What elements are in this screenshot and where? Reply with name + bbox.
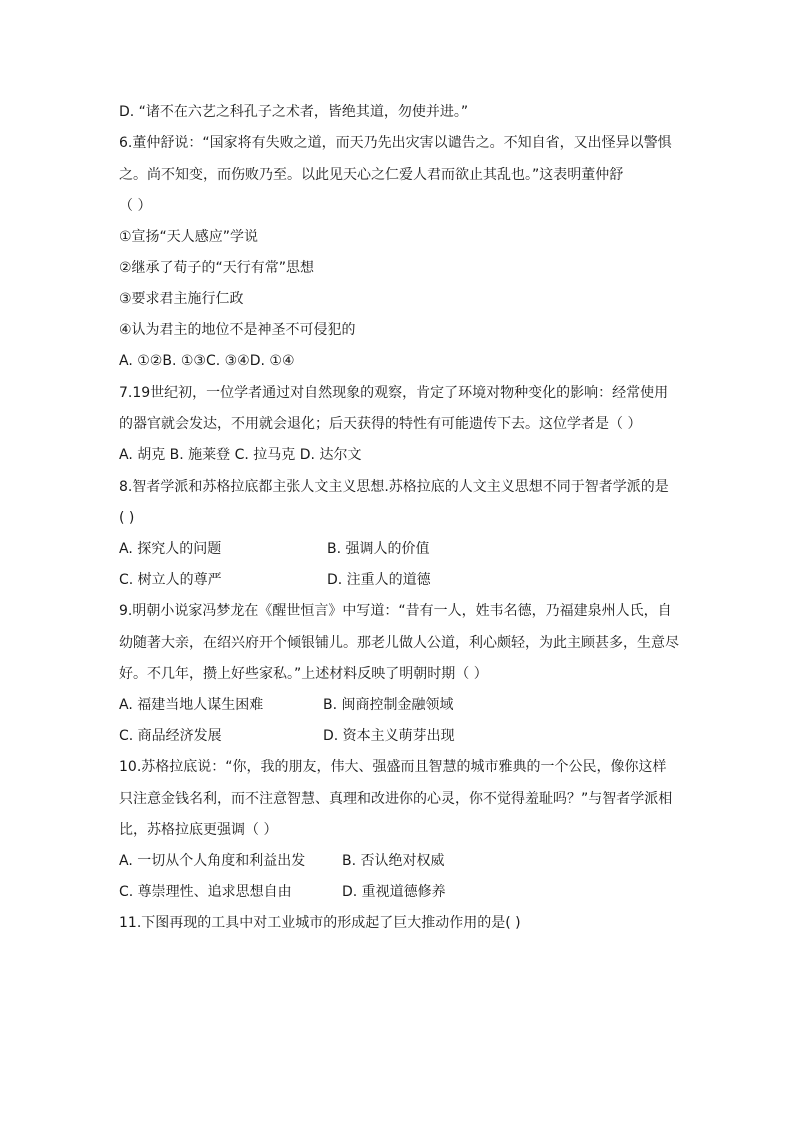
q9-option-c: C. 商品经济发展 [119, 728, 222, 744]
q6-statement-3: ③要求君主施行仁政 [119, 291, 244, 307]
q6-stem-line-1: 6.董仲舒说：“国家将有失败之道，而天乃先出灾害以谴告之。不知自省，又出怪异以警惧 [119, 135, 672, 151]
q10-option-b: B. 否认绝对权威 [342, 853, 445, 869]
q7-options: A. 胡克 B. 施莱登 C. 拉马克 D. 达尔文 [119, 447, 362, 463]
q10-stem-line-3: 比，苏格拉底更强调（ ） [119, 822, 278, 838]
q10-stem-line-1: 10.苏格拉底说：“你，我的朋友，伟大、强盛而且智慧的城市雅典的一个公民，像你这样 [119, 759, 667, 775]
q8-stem-line-1: 8.智者学派和苏格拉底都主张人文主义思想.苏格拉底的人文主义思想不同于智者学派的是 [119, 479, 669, 495]
q7-stem-line-2: 的器官就会发达，不用就会退化；后天获得的特性有可能遗传下去。这位学者是（ ） [119, 416, 642, 432]
q9-option-b: B. 闽商控制金融领域 [323, 697, 454, 713]
q10-option-c: C. 尊崇理性、追求思想自由 [119, 884, 292, 900]
q9-stem-line-2: 幼随著大亲，在绍兴府开个倾银铺儿。那老儿做人公道，利心颇轻，为此主顾甚多，生意尽 [119, 635, 679, 651]
q5-option-d: D. “诸不在六艺之科孔子之术者，皆绝其道，勿使并进。” [119, 104, 469, 120]
q8-option-c: C. 树立人的尊严 [119, 572, 222, 588]
q8-stem-line-2: ( ) [119, 510, 135, 526]
q11-stem: 11.下图再现的工具中对工业城市的形成起了巨大推动作用的是( ) [119, 915, 521, 931]
q6-statement-4: ④认为君主的地位不是神圣不可侵犯的 [119, 322, 356, 338]
q8-option-a: A. 探究人的问题 [119, 541, 222, 557]
q10-option-a: A. 一切从个人角度和利益出发 [119, 853, 306, 869]
q7-stem-line-1: 7.19世纪初，一位学者通过对自然现象的观察，肯定了环境对物种变化的影响：经常使用 [119, 385, 669, 401]
q8-option-b: B. 强调人的价值 [327, 541, 430, 557]
q9-option-d: D. 资本主义萌芽出现 [323, 728, 455, 744]
q6-statement-2: ②继承了荀子的“天行有常”思想 [119, 260, 315, 276]
q6-stem-line-2: 之。尚不知变，而伤败乃至。以此见天心之仁爱人君而欲止其乱也。”这表明董仲舒 [119, 167, 624, 183]
q9-stem-line-1: 9.明朝小说家冯梦龙在《醒世恒言》中写道：“昔有一人，姓韦名德，乃福建泉州人氏，自 [119, 603, 672, 619]
q10-stem-line-2: 只注意金钱名利，而不注意智慧、真理和改进你的心灵，你不觉得羞耻吗？”与智者学派相 [119, 791, 673, 807]
q8-option-d: D. 注重人的道德 [327, 572, 431, 588]
q6-options: A. ①②B. ①③C. ③④D. ①④ [119, 353, 295, 369]
q9-option-a: A. 福建当地人谋生困难 [119, 697, 264, 713]
q6-statement-1: ①宣扬“天人感应”学说 [119, 229, 259, 245]
q9-stem-line-3: 好。不几年，攒上好些家私。”上述材料反映了明朝时期（ ） [119, 666, 488, 682]
q6-stem-line-3: （ ） [119, 198, 152, 214]
q10-option-d: D. 重视道德修养 [342, 884, 446, 900]
